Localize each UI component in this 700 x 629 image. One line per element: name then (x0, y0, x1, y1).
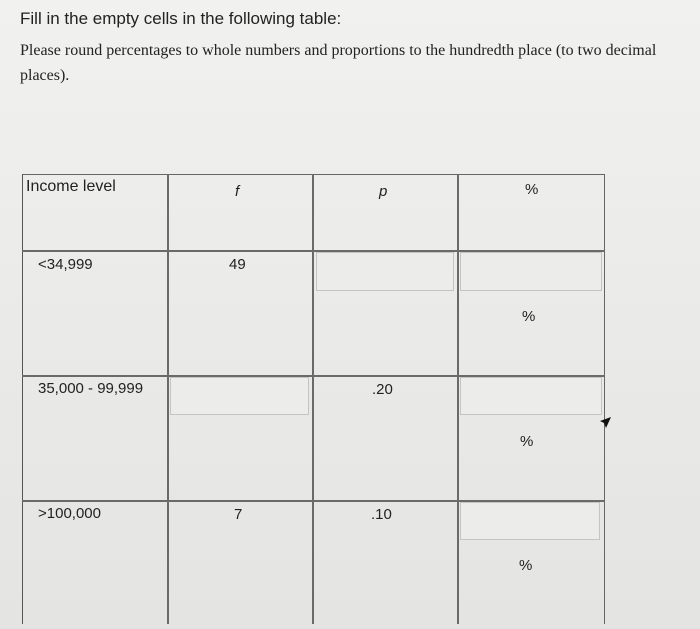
row-frequency-value: 49 (229, 256, 246, 273)
header-frequency: f (235, 183, 240, 200)
percent-unit-label: % (522, 308, 536, 325)
row-income-label: <34,999 (38, 256, 93, 273)
question-instructions: Please round percentages to whole numbers and proportions to the hundredth place (to two decimal places). (20, 42, 657, 84)
header-proportion: p (379, 183, 388, 200)
question-heading: Fill in the empty cells in the following table: (20, 9, 342, 28)
proportion-input[interactable] (316, 252, 454, 291)
column-divider (457, 174, 459, 624)
mouse-pointer-icon (598, 416, 612, 430)
header-percent: % (525, 181, 539, 198)
header-income-level: Income level (26, 178, 116, 195)
row-income-label: 35,000 - 99,999 (38, 380, 144, 397)
row-frequency-value: 7 (234, 506, 243, 523)
row-proportion-value: .10 (371, 506, 392, 523)
percent-input[interactable] (460, 502, 600, 540)
percent-unit-label: % (519, 557, 533, 574)
frequency-input[interactable] (170, 377, 309, 415)
row-proportion-value: .20 (372, 381, 393, 398)
row-income-label: >100,000 (38, 505, 101, 522)
percent-input[interactable] (460, 377, 602, 415)
column-divider (167, 174, 169, 624)
percent-unit-label: % (520, 433, 534, 450)
column-divider (312, 174, 314, 624)
percent-input[interactable] (460, 252, 602, 291)
